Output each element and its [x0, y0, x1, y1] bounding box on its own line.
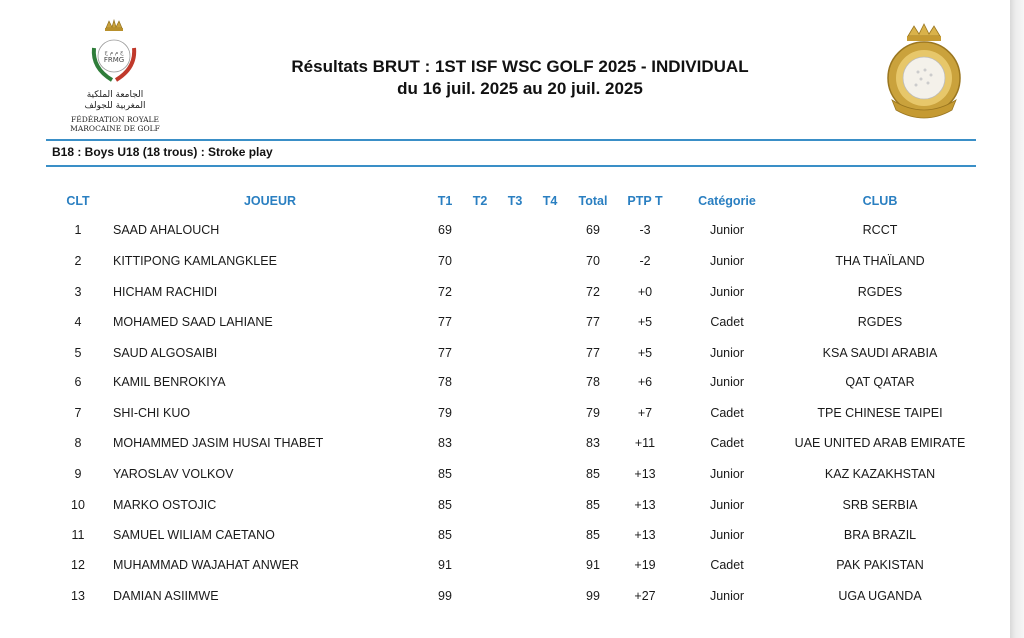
- cell-clt: 1: [74, 223, 82, 237]
- federation-name-french: [60, 115, 170, 133]
- cell-club: QAT QATAR: [845, 375, 915, 389]
- cell-clt: 2: [74, 254, 82, 268]
- cell-clt: 12: [71, 558, 85, 572]
- cell-player-name: KAMIL BENROKIYA: [113, 375, 226, 389]
- table-row: [0, 285, 1010, 315]
- cell-total: 77: [586, 346, 600, 360]
- col-header-club: CLUB: [862, 194, 898, 208]
- cell-ptp: +11: [634, 436, 656, 450]
- cell-categorie: Junior: [709, 467, 745, 481]
- cell-clt: 10: [71, 498, 85, 512]
- col-header-t3: T3: [507, 194, 523, 208]
- cell-total: 85: [586, 467, 600, 481]
- cell-categorie: Cadet: [710, 436, 744, 450]
- cell-categorie: Cadet: [710, 558, 744, 572]
- cell-ptp: +13: [634, 498, 656, 512]
- cell-ptp: -3: [639, 223, 651, 237]
- cell-ptp: +7: [637, 406, 653, 420]
- table-row: [0, 254, 1010, 284]
- cell-ptp: +0: [637, 285, 653, 299]
- cell-player-name: DAMIAN ASIIMWE: [113, 589, 219, 603]
- cell-player-name: YAROSLAV VOLKOV: [113, 467, 234, 481]
- cell-ptp: +13: [634, 528, 656, 542]
- cell-total: 99: [586, 589, 600, 603]
- cell-t1: 85: [438, 498, 452, 512]
- cell-clt: 13: [71, 589, 85, 603]
- cell-club: TPE CHINESE TAIPEI: [817, 406, 943, 420]
- title-line-2: du 16 juil. 2025 au 20 juil. 2025: [397, 79, 643, 98]
- cell-club: RGDES: [857, 285, 903, 299]
- cell-t1: 78: [438, 375, 452, 389]
- divider-bottom: [46, 165, 976, 167]
- cell-player-name: MOHAMMED JASIM HUSAI THABET: [113, 436, 324, 450]
- cell-t1: 99: [438, 589, 452, 603]
- table-row: [0, 315, 1010, 345]
- title-line-1: Résultats BRUT : 1ST ISF WSC GOLF 2025 - INDIVIDUAL: [291, 57, 749, 76]
- table-row: [0, 558, 1010, 588]
- cell-clt: 11: [71, 528, 85, 542]
- cell-player-name: MARKO OSTOJIC: [113, 498, 217, 512]
- table-row: [0, 375, 1010, 405]
- cell-clt: 6: [74, 375, 82, 389]
- trophy-association-logo: [878, 22, 970, 124]
- cell-categorie: Junior: [709, 254, 745, 268]
- cell-player-name: KITTIPONG KAMLANGKLEE: [113, 254, 277, 268]
- federation-name-ar-line1: الجامعة الملكية: [86, 90, 144, 100]
- cell-ptp: +19: [634, 558, 656, 572]
- cell-categorie: Junior: [709, 498, 745, 512]
- table-row: [0, 436, 1010, 466]
- cell-categorie: Junior: [709, 346, 745, 360]
- cell-t1: 77: [438, 315, 452, 329]
- cell-club: KAZ KAZAKHSTAN: [824, 467, 936, 481]
- cell-club: BRA BRAZIL: [843, 528, 917, 542]
- table-row: [0, 406, 1010, 436]
- page-edge: [1010, 0, 1024, 638]
- cell-clt: 5: [74, 346, 82, 360]
- col-header-t2: T2: [472, 194, 488, 208]
- cell-t1: 69: [438, 223, 452, 237]
- federation-acronym: FRMG: [103, 56, 125, 64]
- cell-club: RCCT: [862, 223, 898, 237]
- cell-t1: 72: [438, 285, 452, 299]
- table-row: [0, 498, 1010, 528]
- cell-player-name: SHI-CHI KUO: [113, 406, 191, 420]
- cell-total: 91: [586, 558, 600, 572]
- cell-player-name: SAMUEL WILIAM CAETANO: [113, 528, 275, 542]
- cell-clt: 7: [74, 406, 82, 420]
- cell-ptp: +5: [637, 315, 653, 329]
- cell-categorie: Junior: [709, 528, 745, 542]
- cell-total: 77: [586, 315, 600, 329]
- cell-categorie: Junior: [709, 285, 745, 299]
- cell-total: 69: [586, 223, 600, 237]
- cell-t1: 85: [438, 528, 452, 542]
- cell-player-name: SAAD AHALOUCH: [113, 223, 220, 237]
- col-header-clt: CLT: [66, 194, 90, 208]
- cell-t1: 91: [438, 558, 452, 572]
- division-heading: B18 : Boys U18 (18 trous) : Stroke play: [52, 145, 273, 159]
- cell-total: 78: [586, 375, 600, 389]
- col-header-t4: T4: [542, 194, 558, 208]
- federation-name-ar-line2: المغربية للجولف: [84, 101, 146, 111]
- cell-ptp: +6: [637, 375, 653, 389]
- table-row: [0, 467, 1010, 497]
- cell-player-name: MUHAMMAD WAJAHAT ANWER: [113, 558, 299, 572]
- col-header-ptp: PTP T: [627, 194, 663, 208]
- cell-categorie: Junior: [709, 375, 745, 389]
- cell-t1: 85: [438, 467, 452, 481]
- federation-name-arabic: [60, 90, 170, 112]
- cell-clt: 9: [74, 467, 82, 481]
- cell-total: 85: [586, 528, 600, 542]
- col-header-t1: T1: [437, 194, 453, 208]
- federation-logo: [60, 18, 170, 136]
- cell-ptp: -2: [639, 254, 651, 268]
- cell-club: SRB SERBIA: [842, 498, 918, 512]
- table-row: [0, 528, 1010, 558]
- cell-club: KSA SAUDI ARABIA: [822, 346, 938, 360]
- cell-club: THA THAÏLAND: [835, 254, 925, 268]
- cell-total: 70: [586, 254, 600, 268]
- cell-clt: 4: [74, 315, 82, 329]
- cell-t1: 77: [438, 346, 452, 360]
- table-row: [0, 346, 1010, 376]
- cell-player-name: SAUD ALGOSAIBI: [113, 346, 218, 360]
- cell-total: 79: [586, 406, 600, 420]
- cell-player-name: HICHAM RACHIDI: [113, 285, 218, 299]
- cell-ptp: +5: [637, 346, 653, 360]
- col-header-categorie: Catégorie: [698, 194, 756, 208]
- cell-club: UAE UNITED ARAB EMIRATE: [794, 436, 966, 450]
- divider-top: [46, 139, 976, 141]
- cell-clt: 8: [74, 436, 82, 450]
- table-row: [0, 223, 1010, 253]
- cell-categorie: Cadet: [710, 406, 744, 420]
- cell-club: PAK PAKISTAN: [836, 558, 924, 572]
- cell-categorie: Junior: [709, 223, 745, 237]
- cell-ptp: +27: [634, 589, 656, 603]
- federation-name-fr-line1: FÉDÉRATION ROYALE: [71, 115, 159, 124]
- federation-name-fr-line2: MAROCAINE DE GOLF: [70, 124, 160, 133]
- cell-total: 83: [586, 436, 600, 450]
- col-header-total: Total: [578, 194, 608, 208]
- cell-categorie: Cadet: [710, 315, 744, 329]
- cell-club: UGA UGANDA: [838, 589, 922, 603]
- cell-ptp: +13: [634, 467, 656, 481]
- cell-t1: 70: [438, 254, 452, 268]
- cell-t1: 79: [438, 406, 452, 420]
- cell-club: RGDES: [857, 315, 903, 329]
- cell-t1: 83: [438, 436, 452, 450]
- cell-total: 85: [586, 498, 600, 512]
- cell-total: 72: [586, 285, 600, 299]
- table-row: [0, 589, 1010, 619]
- crown-laurel-crest-icon: [78, 18, 150, 88]
- cell-player-name: MOHAMED SAAD LAHIANE: [113, 315, 273, 329]
- svg-text:ج م م ج: ج م م ج: [104, 50, 124, 56]
- col-header-joueur: JOUEUR: [243, 194, 297, 208]
- cell-clt: 3: [74, 285, 82, 299]
- cell-categorie: Junior: [709, 589, 745, 603]
- golf-trophy-crest-icon: [878, 22, 970, 124]
- page-title: [200, 56, 840, 100]
